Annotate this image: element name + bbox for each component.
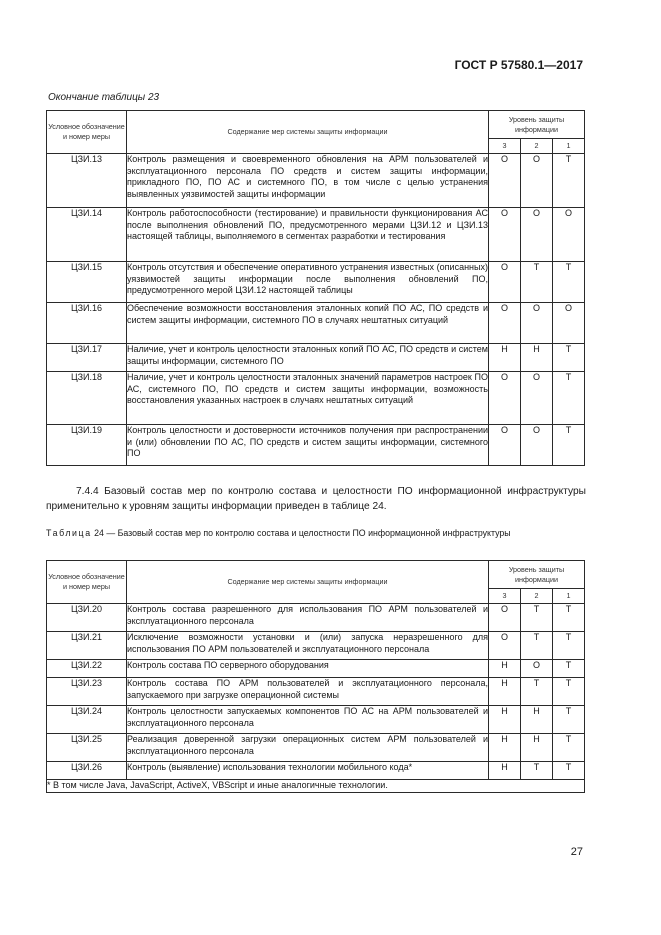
measure-content: Контроль (выявление) использования технологии мобильного кода* (127, 762, 489, 780)
level-2-value: Т (521, 678, 553, 706)
measure-content: Наличие, учет и контроль целостности эталонных копий ПО АС, ПО средств и систем защиты информации, системного ПО (127, 344, 489, 372)
measure-content: Контроль целостности и достоверности источников получения при распространении и (или) обновлении ПО АС, ПО средств и систем защиты информации, системного ПО (127, 425, 489, 466)
header-code: Условное обозначение и номер меры (47, 111, 127, 154)
level-1-value: Т (553, 734, 585, 762)
measure-code: ЦЗИ.24 (47, 706, 127, 734)
level-3-value: О (489, 303, 521, 344)
header-level-1: 1 (553, 139, 585, 154)
level-3-value: Н (489, 706, 521, 734)
level-2-value: Н (521, 734, 553, 762)
level-3-value: О (489, 425, 521, 466)
table-row (47, 372, 585, 425)
measure-code: ЦЗИ.14 (47, 208, 127, 262)
level-1-value: Т (553, 344, 585, 372)
paragraph-7-4-4: 7.4.4 Базовый состав мер по контролю состава и целостности ПО информационной инфраструктуры применительно к уровням защиты информации приведен в таблице 24. (46, 486, 586, 512)
level-1-value: Т (553, 660, 585, 678)
level-1-value: Т (553, 762, 585, 780)
header-level-1: 1 (553, 589, 585, 604)
table-row (47, 604, 585, 632)
measure-code: ЦЗИ.21 (47, 632, 127, 660)
table23-continuation-caption: Окончание таблицы 23 (48, 92, 160, 103)
level-3-value: О (489, 372, 521, 425)
measure-content: Контроль состава разрешенного для использования ПО АРМ пользователей и эксплуатационного персонала (127, 604, 489, 632)
level-3-value: Н (489, 344, 521, 372)
level-1-value: Т (553, 154, 585, 208)
table-row (47, 344, 585, 372)
level-3-value: Н (489, 762, 521, 780)
header-level-3: 3 (489, 139, 521, 154)
table-row (47, 660, 585, 678)
measure-content: Контроль состава ПО АРМ пользователей и эксплуатационного персонала, запускаемого при загрузке операционной системы (127, 678, 489, 706)
table-row (47, 762, 585, 780)
level-2-value: Т (521, 762, 553, 780)
header-level-2: 2 (521, 139, 553, 154)
measure-content: Контроль целостности запускаемых компонентов ПО АС на АРМ пользователей и эксплуатационного персонала (127, 706, 489, 734)
measure-code: ЦЗИ.25 (47, 734, 127, 762)
measure-code: ЦЗИ.15 (47, 262, 127, 303)
measure-content: Реализация доверенной загрузки операционных систем АРМ пользователей и эксплуатационного персонала (127, 734, 489, 762)
table-24 (46, 560, 585, 793)
measure-code: ЦЗИ.16 (47, 303, 127, 344)
level-3-value: О (489, 208, 521, 262)
table24-caption-label: Таблица (46, 528, 92, 538)
level-3-value: Н (489, 734, 521, 762)
level-3-value: О (489, 262, 521, 303)
level-1-value: Т (553, 604, 585, 632)
level-2-value: О (521, 154, 553, 208)
header-content: Содержание мер системы защиты информации (127, 111, 489, 154)
measure-code: ЦЗИ.22 (47, 660, 127, 678)
table-row (47, 262, 585, 303)
level-2-value: О (521, 425, 553, 466)
level-1-value: О (553, 303, 585, 344)
measure-content: Контроль работоспособности (тестирование) и правильности функционирования АС после выполнения обновлений ПО, предусмотренного мерами ЦЗИ.12 и ЦЗИ.13 настоящей таблицы, выполняемого в сегментах разработки и тестирования (127, 208, 489, 262)
level-1-value: Т (553, 372, 585, 425)
level-3-value: О (489, 154, 521, 208)
table-row (47, 632, 585, 660)
measure-content: Исключение возможности установки и (или) запуска неразрешенного для использования ПО АРМ пользователей и эксплуатационного персонала (127, 632, 489, 660)
level-3-value: Н (489, 678, 521, 706)
level-2-value: Т (521, 604, 553, 632)
level-2-value: О (521, 208, 553, 262)
table-row (47, 208, 585, 262)
header-code: Условное обозначение и номер меры (47, 561, 127, 604)
level-3-value: Н (489, 660, 521, 678)
table-row (47, 303, 585, 344)
table-row (47, 154, 585, 208)
table-row (47, 734, 585, 762)
level-2-value: Н (521, 706, 553, 734)
level-1-value: Т (553, 706, 585, 734)
measure-code: ЦЗИ.20 (47, 604, 127, 632)
measure-content: Обеспечение возможности восстановления эталонных копий ПО АС, ПО средств и систем защиты информации, системного ПО в случаях нештатных ситуаций (127, 303, 489, 344)
level-3-value: О (489, 632, 521, 660)
measure-code: ЦЗИ.18 (47, 372, 127, 425)
level-2-value: О (521, 372, 553, 425)
level-1-value: Т (553, 632, 585, 660)
measure-code: ЦЗИ.23 (47, 678, 127, 706)
level-3-value: О (489, 604, 521, 632)
level-1-value: О (553, 208, 585, 262)
header-level-3: 3 (489, 589, 521, 604)
level-2-value: О (521, 303, 553, 344)
measure-code: ЦЗИ.26 (47, 762, 127, 780)
level-2-value: Н (521, 344, 553, 372)
level-2-value: Т (521, 632, 553, 660)
measure-content: Контроль отсутствия и обеспечение оперативного устранения известных (описанных) уязвимостей защиты информации после выполнения обновлений ПО, предусмотренного мерой ЦЗИ.12 настоящей таблицы (127, 262, 489, 303)
table24-caption-text: 24 — Базовый состав мер по контролю состава и целостности ПО информационной инфраструктуры (91, 528, 511, 538)
header-level: Уровень защиты информации (489, 111, 585, 139)
page-number: 27 (570, 846, 583, 858)
table24-footnote: * В том числе Java, JavaScript, ActiveX, VBScript и иные аналогичные технологии. (47, 780, 585, 793)
table24-caption (46, 527, 586, 539)
header-level-2: 2 (521, 589, 553, 604)
level-2-value: Т (521, 262, 553, 303)
standard-header: ГОСТ Р 57580.1—2017 (454, 58, 583, 72)
measure-code: ЦЗИ.19 (47, 425, 127, 466)
measure-code: ЦЗИ.17 (47, 344, 127, 372)
measure-content: Контроль размещения и своевременного обновления на АРМ пользователей и эксплуатационного персонала ПО средств и систем защиты информации, прикладного ПО, ПО АС и системного ПО, в том числе с целью устранения выявленных уязвимостей защиты информации (127, 154, 489, 208)
header-content: Содержание мер системы защиты информации (127, 561, 489, 604)
level-2-value: О (521, 660, 553, 678)
table-row (47, 425, 585, 466)
table-row (47, 706, 585, 734)
header-level: Уровень защиты информации (489, 561, 585, 589)
level-1-value: Т (553, 262, 585, 303)
measure-content: Наличие, учет и контроль целостности эталонных значений параметров настроек ПО АС, системного ПО, ПО средств и систем защиты информации, возможность восстановления указанных настроек в случаях нештатных ситуаций (127, 372, 489, 425)
level-1-value: Т (553, 425, 585, 466)
table-row (47, 678, 585, 706)
table-23 (46, 110, 585, 466)
measure-content: Контроль состава ПО серверного оборудования (127, 660, 489, 678)
level-1-value: Т (553, 678, 585, 706)
measure-code: ЦЗИ.13 (47, 154, 127, 208)
